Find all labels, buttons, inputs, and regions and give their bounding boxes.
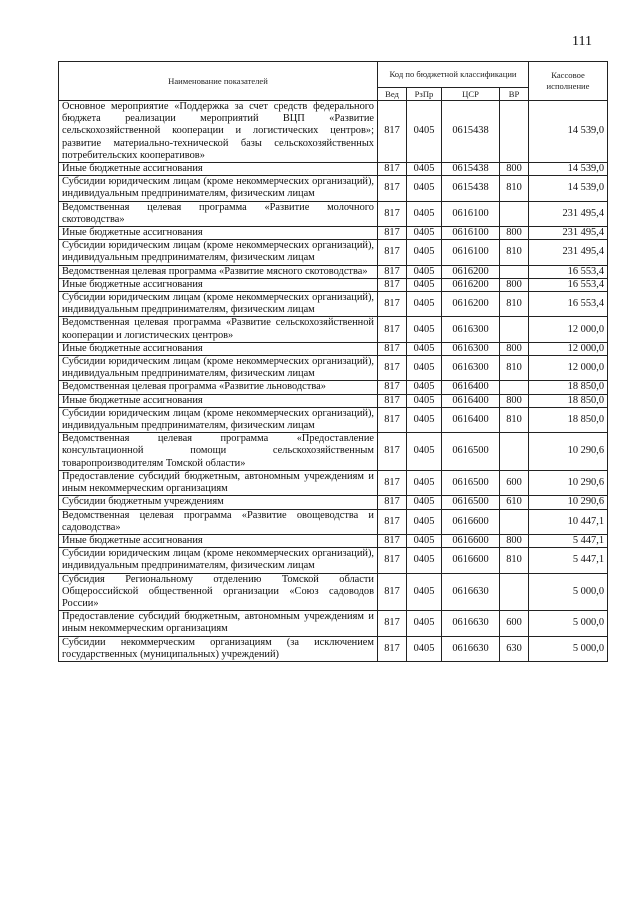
row-csr-cell: 0616600 [442,509,500,534]
row-vr-cell [500,317,529,342]
row-vr-cell [500,573,529,611]
row-vr-cell: 800 [500,278,529,291]
row-name-cell: Субсидии юридическим лицам (кроме некоммерческих организаций), индивидуальным предпринимателям, физическим лицам [59,240,378,265]
row-rzpr-cell: 0405 [407,317,442,342]
row-name-cell: Ведомственная целевая программа «Развитие мясного скотоводства» [59,265,378,278]
table-row [59,534,608,547]
row-ved-cell: 817 [378,356,407,381]
row-csr-cell: 0615438 [442,101,500,163]
row-ved-cell: 817 [378,227,407,240]
row-csr-cell: 0616100 [442,201,500,226]
row-csr-cell: 0616630 [442,573,500,611]
header-rzpr: РзПр [407,88,442,101]
row-amount-cell: 10 447,1 [529,509,608,534]
row-vr-cell: 800 [500,394,529,407]
row-amount-cell: 5 000,0 [529,573,608,611]
row-rzpr-cell: 0405 [407,573,442,611]
row-csr-cell: 0616400 [442,381,500,394]
row-name-cell: Предоставление субсидий бюджетным, автономным учреждениям и иным некоммерческим организациям [59,470,378,495]
row-csr-cell: 0616500 [442,433,500,471]
table-row [59,201,608,226]
table-row [59,101,608,163]
header-name-column: Наименование показателей [59,62,378,101]
row-ved-cell: 817 [378,240,407,265]
row-rzpr-cell: 0405 [407,176,442,201]
row-csr-cell: 0616400 [442,394,500,407]
row-vr-cell: 810 [500,548,529,573]
table-row [59,265,608,278]
table-row [59,496,608,509]
row-rzpr-cell: 0405 [407,611,442,636]
row-ved-cell: 817 [378,509,407,534]
row-csr-cell: 0616300 [442,317,500,342]
row-vr-cell [500,101,529,163]
row-ved-cell: 817 [378,407,407,432]
row-ved-cell: 817 [378,534,407,547]
row-amount-cell: 16 553,4 [529,292,608,317]
row-csr-cell: 0616600 [442,534,500,547]
row-rzpr-cell: 0405 [407,163,442,176]
row-amount-cell: 14 539,0 [529,176,608,201]
row-ved-cell: 817 [378,433,407,471]
row-name-cell: Предоставление субсидий бюджетным, автономным учреждениям и иным некоммерческим организациям [59,611,378,636]
row-ved-cell: 817 [378,265,407,278]
row-amount-cell: 10 290,6 [529,470,608,495]
header-ved: Вед [378,88,407,101]
row-rzpr-cell: 0405 [407,265,442,278]
row-amount-cell: 10 290,6 [529,496,608,509]
row-ved-cell: 817 [378,496,407,509]
row-csr-cell: 0616500 [442,496,500,509]
table-row [59,163,608,176]
row-amount-cell: 18 850,0 [529,407,608,432]
row-ved-cell: 817 [378,611,407,636]
row-amount-cell: 18 850,0 [529,381,608,394]
row-rzpr-cell: 0405 [407,636,442,661]
row-name-cell: Основное мероприятие «Поддержка за счет средств федерального бюджета реализации мероприятий ВЦП «Развитие сельскохозяйственной кооперации и логистических центров»; развитие материально-технической базы сельскохозяйственных потребительских кооперативов» [59,101,378,163]
table-row [59,509,608,534]
row-vr-cell: 800 [500,163,529,176]
row-ved-cell: 817 [378,636,407,661]
row-vr-cell [500,509,529,534]
row-rzpr-cell: 0405 [407,292,442,317]
row-csr-cell: 0616200 [442,265,500,278]
row-name-cell: Иные бюджетные ассигнования [59,278,378,291]
row-ved-cell: 817 [378,394,407,407]
row-rzpr-cell: 0405 [407,548,442,573]
row-name-cell: Субсидии юридическим лицам (кроме некоммерческих организаций), индивидуальным предпринимателям, физическим лицам [59,176,378,201]
row-name-cell: Ведомственная целевая программа «Развитие сельскохозяйственной кооперации и логистических центров» [59,317,378,342]
row-amount-cell: 12 000,0 [529,317,608,342]
table-row [59,611,608,636]
row-amount-cell: 231 495,4 [529,201,608,226]
row-amount-cell: 10 290,6 [529,433,608,471]
table-row [59,240,608,265]
table-header [59,62,608,101]
row-ved-cell: 817 [378,548,407,573]
row-rzpr-cell: 0405 [407,278,442,291]
row-amount-cell: 16 553,4 [529,278,608,291]
row-name-cell: Субсидия Региональному отделению Томской области Общероссийской общественной организации «Союз садоводов России» [59,573,378,611]
row-rzpr-cell: 0405 [407,509,442,534]
row-ved-cell: 817 [378,381,407,394]
row-amount-cell: 5 447,1 [529,534,608,547]
row-rzpr-cell: 0405 [407,394,442,407]
row-csr-cell: 0616400 [442,407,500,432]
row-rzpr-cell: 0405 [407,470,442,495]
row-name-cell: Субсидии юридическим лицам (кроме некоммерческих организаций), индивидуальным предпринимателям, физическим лицам [59,356,378,381]
table-row [59,548,608,573]
table-row [59,292,608,317]
row-ved-cell: 817 [378,292,407,317]
row-csr-cell: 0616630 [442,636,500,661]
row-amount-cell: 14 539,0 [529,163,608,176]
header-amount-column: Кассовое исполнение [529,62,608,101]
row-rzpr-cell: 0405 [407,534,442,547]
page-number: 111 [572,34,592,49]
row-ved-cell: 817 [378,101,407,163]
table-row [59,470,608,495]
row-name-cell: Субсидии юридическим лицам (кроме некоммерческих организаций), индивидуальным предпринимателям, физическим лицам [59,548,378,573]
row-amount-cell: 5 447,1 [529,548,608,573]
row-vr-cell: 810 [500,407,529,432]
row-csr-cell: 0615438 [442,163,500,176]
row-rzpr-cell: 0405 [407,496,442,509]
row-csr-cell: 0616200 [442,292,500,317]
row-name-cell: Иные бюджетные ассигнования [59,394,378,407]
row-name-cell: Ведомственная целевая программа «Развитие овощеводства и садоводства» [59,509,378,534]
row-vr-cell: 800 [500,534,529,547]
budget-execution-table [58,61,608,662]
row-amount-cell: 12 000,0 [529,356,608,381]
row-vr-cell [500,433,529,471]
row-csr-cell: 0616300 [442,356,500,381]
row-ved-cell: 817 [378,317,407,342]
row-csr-cell: 0616630 [442,611,500,636]
row-name-cell: Субсидии некоммерческим организациям (за исключением государственных (муниципальных) учреждений) [59,636,378,661]
row-ved-cell: 817 [378,201,407,226]
row-amount-cell: 14 539,0 [529,101,608,163]
table-row [59,381,608,394]
row-vr-cell [500,265,529,278]
row-rzpr-cell: 0405 [407,356,442,381]
row-name-cell: Иные бюджетные ассигнования [59,163,378,176]
row-name-cell: Субсидии юридическим лицам (кроме некоммерческих организаций), индивидуальным предпринимателям, физическим лицам [59,407,378,432]
header-csr: ЦСР [442,88,500,101]
row-name-cell: Иные бюджетные ассигнования [59,534,378,547]
row-vr-cell: 600 [500,611,529,636]
row-vr-cell [500,381,529,394]
row-rzpr-cell: 0405 [407,201,442,226]
row-csr-cell: 0615438 [442,176,500,201]
row-rzpr-cell: 0405 [407,342,442,355]
row-vr-cell [500,201,529,226]
row-vr-cell: 810 [500,292,529,317]
row-name-cell: Ведомственная целевая программа «Развитие льноводства» [59,381,378,394]
table-row [59,407,608,432]
row-name-cell: Ведомственная целевая программа «Предоставление консультационной помощи сельскохозяйственным товаропроизводителям Томской области» [59,433,378,471]
row-amount-cell: 18 850,0 [529,394,608,407]
row-vr-cell: 810 [500,176,529,201]
row-ved-cell: 817 [378,573,407,611]
row-vr-cell: 810 [500,356,529,381]
table-row [59,573,608,611]
row-vr-cell: 800 [500,342,529,355]
table-row [59,317,608,342]
table-row [59,433,608,471]
row-csr-cell: 0616100 [442,227,500,240]
row-amount-cell: 231 495,4 [529,227,608,240]
row-ved-cell: 817 [378,342,407,355]
table-row [59,394,608,407]
table-row [59,176,608,201]
row-amount-cell: 16 553,4 [529,265,608,278]
row-name-cell: Иные бюджетные ассигнования [59,342,378,355]
row-vr-cell: 810 [500,240,529,265]
row-csr-cell: 0616300 [442,342,500,355]
table-body [59,101,608,662]
row-csr-cell: 0616500 [442,470,500,495]
row-amount-cell: 12 000,0 [529,342,608,355]
row-name-cell: Субсидии бюджетным учреждениям [59,496,378,509]
row-rzpr-cell: 0405 [407,381,442,394]
row-amount-cell: 231 495,4 [529,240,608,265]
table-row [59,278,608,291]
row-rzpr-cell: 0405 [407,101,442,163]
row-rzpr-cell: 0405 [407,433,442,471]
row-csr-cell: 0616600 [442,548,500,573]
row-rzpr-cell: 0405 [407,240,442,265]
row-rzpr-cell: 0405 [407,407,442,432]
row-name-cell: Субсидии юридическим лицам (кроме некоммерческих организаций), индивидуальным предпринимателям, физическим лицам [59,292,378,317]
header-code-group: Код по бюджетной классификации [378,62,529,88]
row-vr-cell: 630 [500,636,529,661]
row-ved-cell: 817 [378,163,407,176]
row-csr-cell: 0616200 [442,278,500,291]
header-vr: ВР [500,88,529,101]
row-amount-cell: 5 000,0 [529,611,608,636]
table-row [59,356,608,381]
row-vr-cell: 610 [500,496,529,509]
row-vr-cell: 800 [500,227,529,240]
row-rzpr-cell: 0405 [407,227,442,240]
row-name-cell: Ведомственная целевая программа «Развитие молочного скотоводства» [59,201,378,226]
row-ved-cell: 817 [378,278,407,291]
row-ved-cell: 817 [378,176,407,201]
table-row [59,342,608,355]
row-vr-cell: 600 [500,470,529,495]
row-csr-cell: 0616100 [442,240,500,265]
table-row [59,636,608,661]
row-amount-cell: 5 000,0 [529,636,608,661]
row-name-cell: Иные бюджетные ассигнования [59,227,378,240]
row-ved-cell: 817 [378,470,407,495]
table-row [59,227,608,240]
